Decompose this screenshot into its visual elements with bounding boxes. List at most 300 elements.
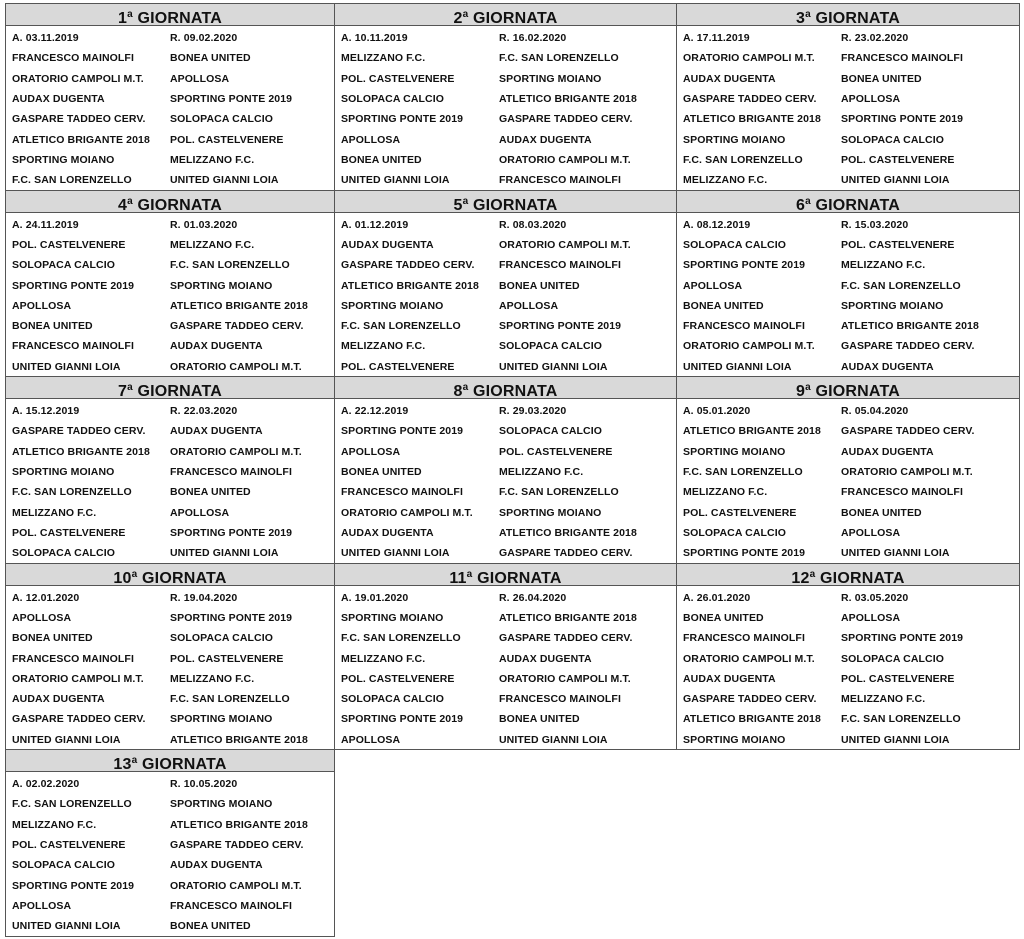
match-row: [341, 296, 676, 316]
match-row: [341, 150, 676, 170]
match-row: [341, 689, 676, 709]
match-row: [12, 150, 334, 170]
andata-date: A. 12.01.2020: [12, 591, 80, 604]
round-block: [676, 190, 1020, 378]
round-ordinal: a: [127, 382, 133, 393]
round-number: 3: [795, 10, 806, 27]
home-team: ORATORIO CAMPOLI M.T.: [683, 52, 815, 65]
home-team: SPORTING PONTE 2019: [341, 713, 464, 726]
home-team: GASPARE TADDEO CERV.: [12, 713, 146, 726]
match-row: [341, 255, 676, 275]
away-team: APOLLOSA: [499, 299, 559, 312]
match-row: [683, 89, 1019, 109]
home-team: SOLOPACA CALCIO: [683, 238, 786, 251]
home-team: SPORTING PONTE 2019: [683, 547, 806, 560]
date-row: [12, 588, 334, 608]
away-team: MELIZZANO F.C.: [170, 238, 255, 251]
andata-date: A. 26.01.2020: [683, 591, 751, 604]
round-body: [335, 26, 676, 190]
round-block: [5, 563, 335, 751]
round-title: [335, 564, 676, 586]
home-team: SOLOPACA CALCIO: [341, 693, 444, 706]
andata-date: A. 19.01.2020: [341, 591, 409, 604]
away-team: ATLETICO BRIGANTE 2018: [841, 320, 979, 333]
home-team: F.C. SAN LORENZELLO: [12, 174, 132, 187]
round-block: [676, 376, 1020, 564]
away-team: FRANCESCO MAINOLFI: [170, 466, 292, 479]
match-row: [12, 608, 334, 628]
match-row: [12, 916, 334, 936]
round-number: 9: [795, 383, 806, 400]
ritorno-date: R. 03.05.2020: [841, 591, 909, 604]
date-row: [341, 215, 676, 235]
andata-date: A. 17.11.2019: [683, 32, 750, 45]
match-row: [12, 689, 334, 709]
home-team: AUDAX DUGENTA: [683, 672, 776, 685]
round-label: GIORNATA: [815, 196, 901, 214]
round-block: [5, 3, 335, 191]
away-team: SPORTING PONTE 2019: [841, 113, 964, 126]
round-ordinal: a: [127, 195, 133, 207]
away-team: APOLLOSA: [170, 506, 230, 519]
away-team: AUDAX DUGENTA: [170, 340, 263, 353]
home-team: POL. CASTELVENERE: [341, 360, 455, 373]
away-team: MELIZZANO F.C.: [841, 259, 926, 272]
ritorno-date: R. 08.03.2020: [499, 218, 567, 231]
match-row: [12, 316, 334, 336]
away-team: UNITED GIANNI LOIA: [841, 547, 950, 560]
match-row: [683, 235, 1019, 255]
round-number: 12: [791, 569, 810, 587]
away-team: POL. CASTELVENERE: [170, 652, 284, 665]
match-row: [12, 421, 334, 441]
round-title: [335, 4, 676, 26]
home-team: F.C. SAN LORENZELLO: [683, 466, 803, 479]
match-row: [341, 129, 676, 149]
away-team: ORATORIO CAMPOLI M.T.: [499, 238, 631, 251]
away-team: F.C. SAN LORENZELLO: [841, 279, 961, 292]
round-block: [5, 376, 335, 564]
home-team: BONEA UNITED: [341, 153, 422, 166]
home-team: APOLLOSA: [341, 733, 401, 746]
round-title: [677, 377, 1019, 399]
round-label: GIORNATA: [815, 383, 901, 400]
home-team: ATLETICO BRIGANTE 2018: [683, 713, 821, 726]
round-title: [677, 4, 1019, 26]
andata-date: A. 24.11.2019: [12, 218, 79, 231]
home-team: FRANCESCO MAINOLFI: [341, 486, 463, 499]
away-team: SPORTING PONTE 2019: [841, 632, 964, 645]
round-number: 7: [117, 383, 128, 400]
home-team: APOLLOSA: [341, 133, 401, 146]
match-row: [341, 89, 676, 109]
ritorno-date: R. 01.03.2020: [170, 218, 238, 231]
match-row: [341, 170, 676, 190]
andata-date: A. 22.12.2019: [341, 405, 409, 418]
match-row: [683, 48, 1019, 68]
date-row: [683, 401, 1019, 421]
home-team: FRANCESCO MAINOLFI: [683, 320, 805, 333]
andata-date: A. 02.02.2020: [12, 778, 80, 791]
away-team: SPORTING MOIANO: [170, 713, 273, 726]
match-row: [341, 709, 676, 729]
home-team: FRANCESCO MAINOLFI: [12, 340, 134, 353]
match-row: [12, 336, 334, 356]
match-row: [683, 150, 1019, 170]
ritorno-date: R. 10.05.2020: [170, 778, 238, 791]
match-row: [683, 442, 1019, 462]
away-team: APOLLOSA: [841, 611, 901, 624]
away-team: SOLOPACA CALCIO: [499, 340, 602, 353]
round-body: [6, 399, 334, 563]
match-row: [12, 482, 334, 502]
away-team: BONEA UNITED: [170, 52, 251, 65]
date-row: [341, 28, 676, 48]
away-team: ATLETICO BRIGANTE 2018: [499, 93, 637, 106]
away-team: ORATORIO CAMPOLI M.T.: [499, 153, 631, 166]
match-row: [683, 109, 1019, 129]
match-row: [683, 296, 1019, 316]
away-team: GASPARE TADDEO CERV.: [499, 632, 633, 645]
away-team: FRANCESCO MAINOLFI: [170, 899, 292, 912]
home-team: SPORTING PONTE 2019: [683, 259, 806, 272]
ritorno-date: R. 09.02.2020: [170, 32, 238, 45]
round-block: [5, 749, 335, 937]
away-team: POL. CASTELVENERE: [170, 133, 284, 146]
match-row: [12, 855, 334, 875]
round-ordinal: a: [466, 568, 473, 580]
round-ordinal: a: [805, 382, 811, 393]
home-team: BONEA UNITED: [12, 632, 93, 645]
match-row: [683, 129, 1019, 149]
match-row: [12, 69, 334, 89]
home-team: ATLETICO BRIGANTE 2018: [341, 279, 479, 292]
away-team: F.C. SAN LORENZELLO: [841, 713, 961, 726]
ritorno-date: R. 22.03.2020: [170, 405, 238, 418]
match-row: [12, 109, 334, 129]
home-team: F.C. SAN LORENZELLO: [12, 486, 132, 499]
match-row: [683, 669, 1019, 689]
home-team: GASPARE TADDEO CERV.: [683, 693, 817, 706]
match-row: [683, 255, 1019, 275]
round-number: 5: [453, 196, 463, 214]
round-body: [335, 213, 676, 377]
away-team: ATLETICO BRIGANTE 2018: [170, 733, 308, 746]
round-label: GIORNATA: [820, 569, 905, 587]
home-team: SPORTING MOIANO: [683, 445, 786, 458]
date-row: [12, 215, 334, 235]
home-team: SPORTING MOIANO: [341, 299, 444, 312]
round-body: [335, 586, 676, 750]
round-number: 10: [113, 569, 132, 587]
round-number: 2: [453, 10, 463, 27]
round-label: GIORNATA: [477, 569, 562, 587]
ritorno-date: R. 29.03.2020: [499, 405, 567, 418]
home-team: UNITED GIANNI LOIA: [341, 547, 450, 560]
home-team: ORATORIO CAMPOLI M.T.: [683, 340, 815, 353]
match-row: [683, 608, 1019, 628]
away-team: FRANCESCO MAINOLFI: [499, 174, 621, 187]
away-team: POL. CASTELVENERE: [841, 153, 955, 166]
round-ordinal: a: [127, 9, 133, 20]
round-body: [6, 772, 334, 936]
match-row: [341, 421, 676, 441]
round-body: [677, 586, 1019, 750]
home-team: APOLLOSA: [12, 611, 72, 624]
away-team: APOLLOSA: [841, 526, 901, 539]
match-row: [683, 421, 1019, 441]
home-team: POL. CASTELVENERE: [341, 672, 455, 685]
home-team: FRANCESCO MAINOLFI: [12, 52, 134, 65]
away-team: FRANCESCO MAINOLFI: [499, 693, 621, 706]
round-label: GIORNATA: [137, 383, 223, 400]
away-team: F.C. SAN LORENZELLO: [170, 259, 290, 272]
round-title: [677, 564, 1019, 586]
home-team: ORATORIO CAMPOLI M.T.: [12, 72, 144, 85]
home-team: SPORTING PONTE 2019: [341, 425, 464, 438]
home-team: BONEA UNITED: [12, 320, 93, 333]
away-team: FRANCESCO MAINOLFI: [841, 486, 963, 499]
home-team: UNITED GIANNI LOIA: [12, 733, 121, 746]
away-team: ATLETICO BRIGANTE 2018: [499, 526, 637, 539]
match-row: [683, 357, 1019, 377]
home-team: AUDAX DUGENTA: [341, 526, 434, 539]
match-row: [12, 48, 334, 68]
match-row: [341, 730, 676, 750]
match-row: [341, 628, 676, 648]
home-team: ATLETICO BRIGANTE 2018: [12, 133, 150, 146]
match-row: [12, 730, 334, 750]
match-row: [12, 794, 334, 814]
round-number: 11: [449, 569, 467, 587]
round-ordinal: a: [809, 568, 816, 580]
round-body: [677, 26, 1019, 190]
andata-date: A. 01.12.2019: [341, 218, 409, 231]
round-body: [6, 586, 334, 750]
away-team: F.C. SAN LORENZELLO: [499, 52, 619, 65]
match-row: [683, 543, 1019, 563]
home-team: MELIZZANO F.C.: [341, 340, 426, 353]
home-team: AUDAX DUGENTA: [12, 693, 105, 706]
match-row: [12, 502, 334, 522]
match-row: [12, 815, 334, 835]
match-row: [341, 336, 676, 356]
match-row: [341, 462, 676, 482]
match-row: [12, 462, 334, 482]
round-label: GIORNATA: [472, 196, 558, 214]
home-team: F.C. SAN LORENZELLO: [341, 320, 461, 333]
away-team: GASPARE TADDEO CERV.: [499, 547, 633, 560]
home-team: ATLETICO BRIGANTE 2018: [12, 445, 150, 458]
round-title: [677, 191, 1019, 213]
match-row: [683, 316, 1019, 336]
match-row: [12, 875, 334, 895]
match-row: [12, 835, 334, 855]
match-row: [12, 170, 334, 190]
away-team: SOLOPACA CALCIO: [170, 632, 273, 645]
away-team: AUDAX DUGENTA: [499, 133, 592, 146]
ritorno-date: R. 19.04.2020: [170, 591, 238, 604]
date-row: [683, 28, 1019, 48]
away-team: GASPARE TADDEO CERV.: [170, 839, 304, 852]
match-row: [683, 482, 1019, 502]
home-team: SPORTING MOIANO: [341, 611, 444, 624]
away-team: BONEA UNITED: [499, 713, 580, 726]
home-team: SPORTING PONTE 2019: [12, 279, 135, 292]
round-title: [335, 377, 676, 399]
match-row: [12, 255, 334, 275]
date-row: [12, 28, 334, 48]
home-team: MELIZZANO F.C.: [341, 652, 426, 665]
away-team: SOLOPACA CALCIO: [841, 133, 944, 146]
match-row: [12, 129, 334, 149]
date-row: [683, 588, 1019, 608]
match-row: [12, 709, 334, 729]
home-team: GASPARE TADDEO CERV.: [341, 259, 475, 272]
round-title: [6, 564, 334, 586]
round-body: [6, 213, 334, 377]
away-team: GASPARE TADDEO CERV.: [499, 113, 633, 126]
away-team: F.C. SAN LORENZELLO: [499, 486, 619, 499]
home-team: MELIZZANO F.C.: [683, 486, 768, 499]
round-number: 6: [795, 196, 806, 214]
match-row: [341, 543, 676, 563]
home-team: MELIZZANO F.C.: [341, 52, 426, 65]
home-team: POL. CASTELVENERE: [12, 839, 126, 852]
home-team: APOLLOSA: [683, 279, 743, 292]
round-ordinal: a: [805, 195, 811, 207]
home-team: SOLOPACA CALCIO: [341, 93, 444, 106]
match-row: [683, 689, 1019, 709]
round-body: [6, 26, 334, 190]
away-team: UNITED GIANNI LOIA: [499, 360, 608, 373]
match-row: [12, 669, 334, 689]
home-team: BONEA UNITED: [683, 611, 764, 624]
away-team: FRANCESCO MAINOLFI: [841, 52, 963, 65]
round-number: 4: [117, 196, 128, 214]
date-row: [341, 588, 676, 608]
match-row: [341, 275, 676, 295]
away-team: ORATORIO CAMPOLI M.T.: [170, 445, 302, 458]
round-title: [6, 191, 334, 213]
away-team: SPORTING MOIANO: [841, 299, 944, 312]
away-team: BONEA UNITED: [841, 506, 922, 519]
away-team: AUDAX DUGENTA: [841, 445, 934, 458]
round-ordinal: a: [805, 9, 811, 20]
match-row: [341, 357, 676, 377]
away-team: ORATORIO CAMPOLI M.T.: [841, 466, 973, 479]
away-team: AUDAX DUGENTA: [841, 360, 934, 373]
away-team: SPORTING PONTE 2019: [170, 526, 293, 539]
round-body: [677, 213, 1019, 377]
away-team: SPORTING MOIANO: [499, 506, 602, 519]
away-team: SPORTING PONTE 2019: [170, 611, 293, 624]
match-row: [12, 235, 334, 255]
home-team: ORATORIO CAMPOLI M.T.: [12, 672, 144, 685]
home-team: SPORTING PONTE 2019: [341, 113, 464, 126]
match-row: [341, 523, 676, 543]
ritorno-date: R. 23.02.2020: [841, 32, 909, 45]
away-team: APOLLOSA: [841, 93, 901, 106]
match-row: [683, 462, 1019, 482]
away-team: AUDAX DUGENTA: [499, 652, 592, 665]
away-team: POL. CASTELVENERE: [499, 445, 613, 458]
away-team: POL. CASTELVENERE: [841, 238, 955, 251]
away-team: SOLOPACA CALCIO: [499, 425, 602, 438]
round-label: GIORNATA: [142, 569, 227, 587]
match-row: [341, 69, 676, 89]
away-team: ORATORIO CAMPOLI M.T.: [170, 360, 302, 373]
match-row: [683, 502, 1019, 522]
away-team: SPORTING PONTE 2019: [499, 320, 622, 333]
home-team: UNITED GIANNI LOIA: [683, 360, 792, 373]
ritorno-date: R. 05.04.2020: [841, 405, 909, 418]
round-title: [6, 750, 334, 772]
home-team: APOLLOSA: [341, 445, 401, 458]
home-team: BONEA UNITED: [683, 299, 764, 312]
home-team: F.C. SAN LORENZELLO: [341, 632, 461, 645]
away-team: UNITED GIANNI LOIA: [499, 733, 608, 746]
andata-date: A. 05.01.2020: [683, 405, 751, 418]
andata-date: A. 15.12.2019: [12, 405, 80, 418]
match-row: [12, 442, 334, 462]
home-team: GASPARE TADDEO CERV.: [12, 113, 146, 126]
away-team: UNITED GIANNI LOIA: [841, 174, 950, 187]
round-ordinal: a: [131, 755, 138, 766]
round-label: GIORNATA: [472, 10, 558, 27]
round-ordinal: a: [462, 9, 469, 20]
round-label: GIORNATA: [137, 10, 223, 27]
away-team: SOLOPACA CALCIO: [841, 652, 944, 665]
round-body: [677, 399, 1019, 563]
round-block: [334, 563, 677, 751]
away-team: SPORTING MOIANO: [499, 72, 602, 85]
away-team: MELIZZANO F.C.: [170, 672, 255, 685]
home-team: ATLETICO BRIGANTE 2018: [683, 113, 821, 126]
home-team: SOLOPACA CALCIO: [683, 526, 786, 539]
match-row: [683, 336, 1019, 356]
match-row: [341, 669, 676, 689]
round-ordinal: a: [131, 568, 138, 580]
home-team: SPORTING MOIANO: [12, 466, 115, 479]
round-label: GIORNATA: [137, 196, 223, 214]
home-team: AUDAX DUGENTA: [341, 238, 434, 251]
away-team: BONEA UNITED: [170, 486, 251, 499]
away-team: ATLETICO BRIGANTE 2018: [170, 299, 308, 312]
match-row: [683, 628, 1019, 648]
home-team: ORATORIO CAMPOLI M.T.: [683, 652, 815, 665]
home-team: POL. CASTELVENERE: [341, 72, 455, 85]
date-row: [12, 774, 334, 794]
match-row: [12, 523, 334, 543]
home-team: AUDAX DUGENTA: [12, 93, 105, 106]
away-team: ATLETICO BRIGANTE 2018: [170, 818, 308, 831]
match-row: [12, 648, 334, 668]
round-ordinal: a: [462, 382, 469, 393]
home-team: MELIZZANO F.C.: [12, 818, 97, 831]
match-row: [683, 730, 1019, 750]
match-row: [341, 316, 676, 336]
match-row: [683, 69, 1019, 89]
away-team: BONEA UNITED: [499, 279, 580, 292]
home-team: UNITED GIANNI LOIA: [12, 360, 121, 373]
home-team: POL. CASTELVENERE: [12, 526, 126, 539]
home-team: F.C. SAN LORENZELLO: [12, 798, 132, 811]
round-block: [334, 3, 677, 191]
round-block: [676, 3, 1020, 191]
match-row: [341, 442, 676, 462]
date-row: [12, 401, 334, 421]
